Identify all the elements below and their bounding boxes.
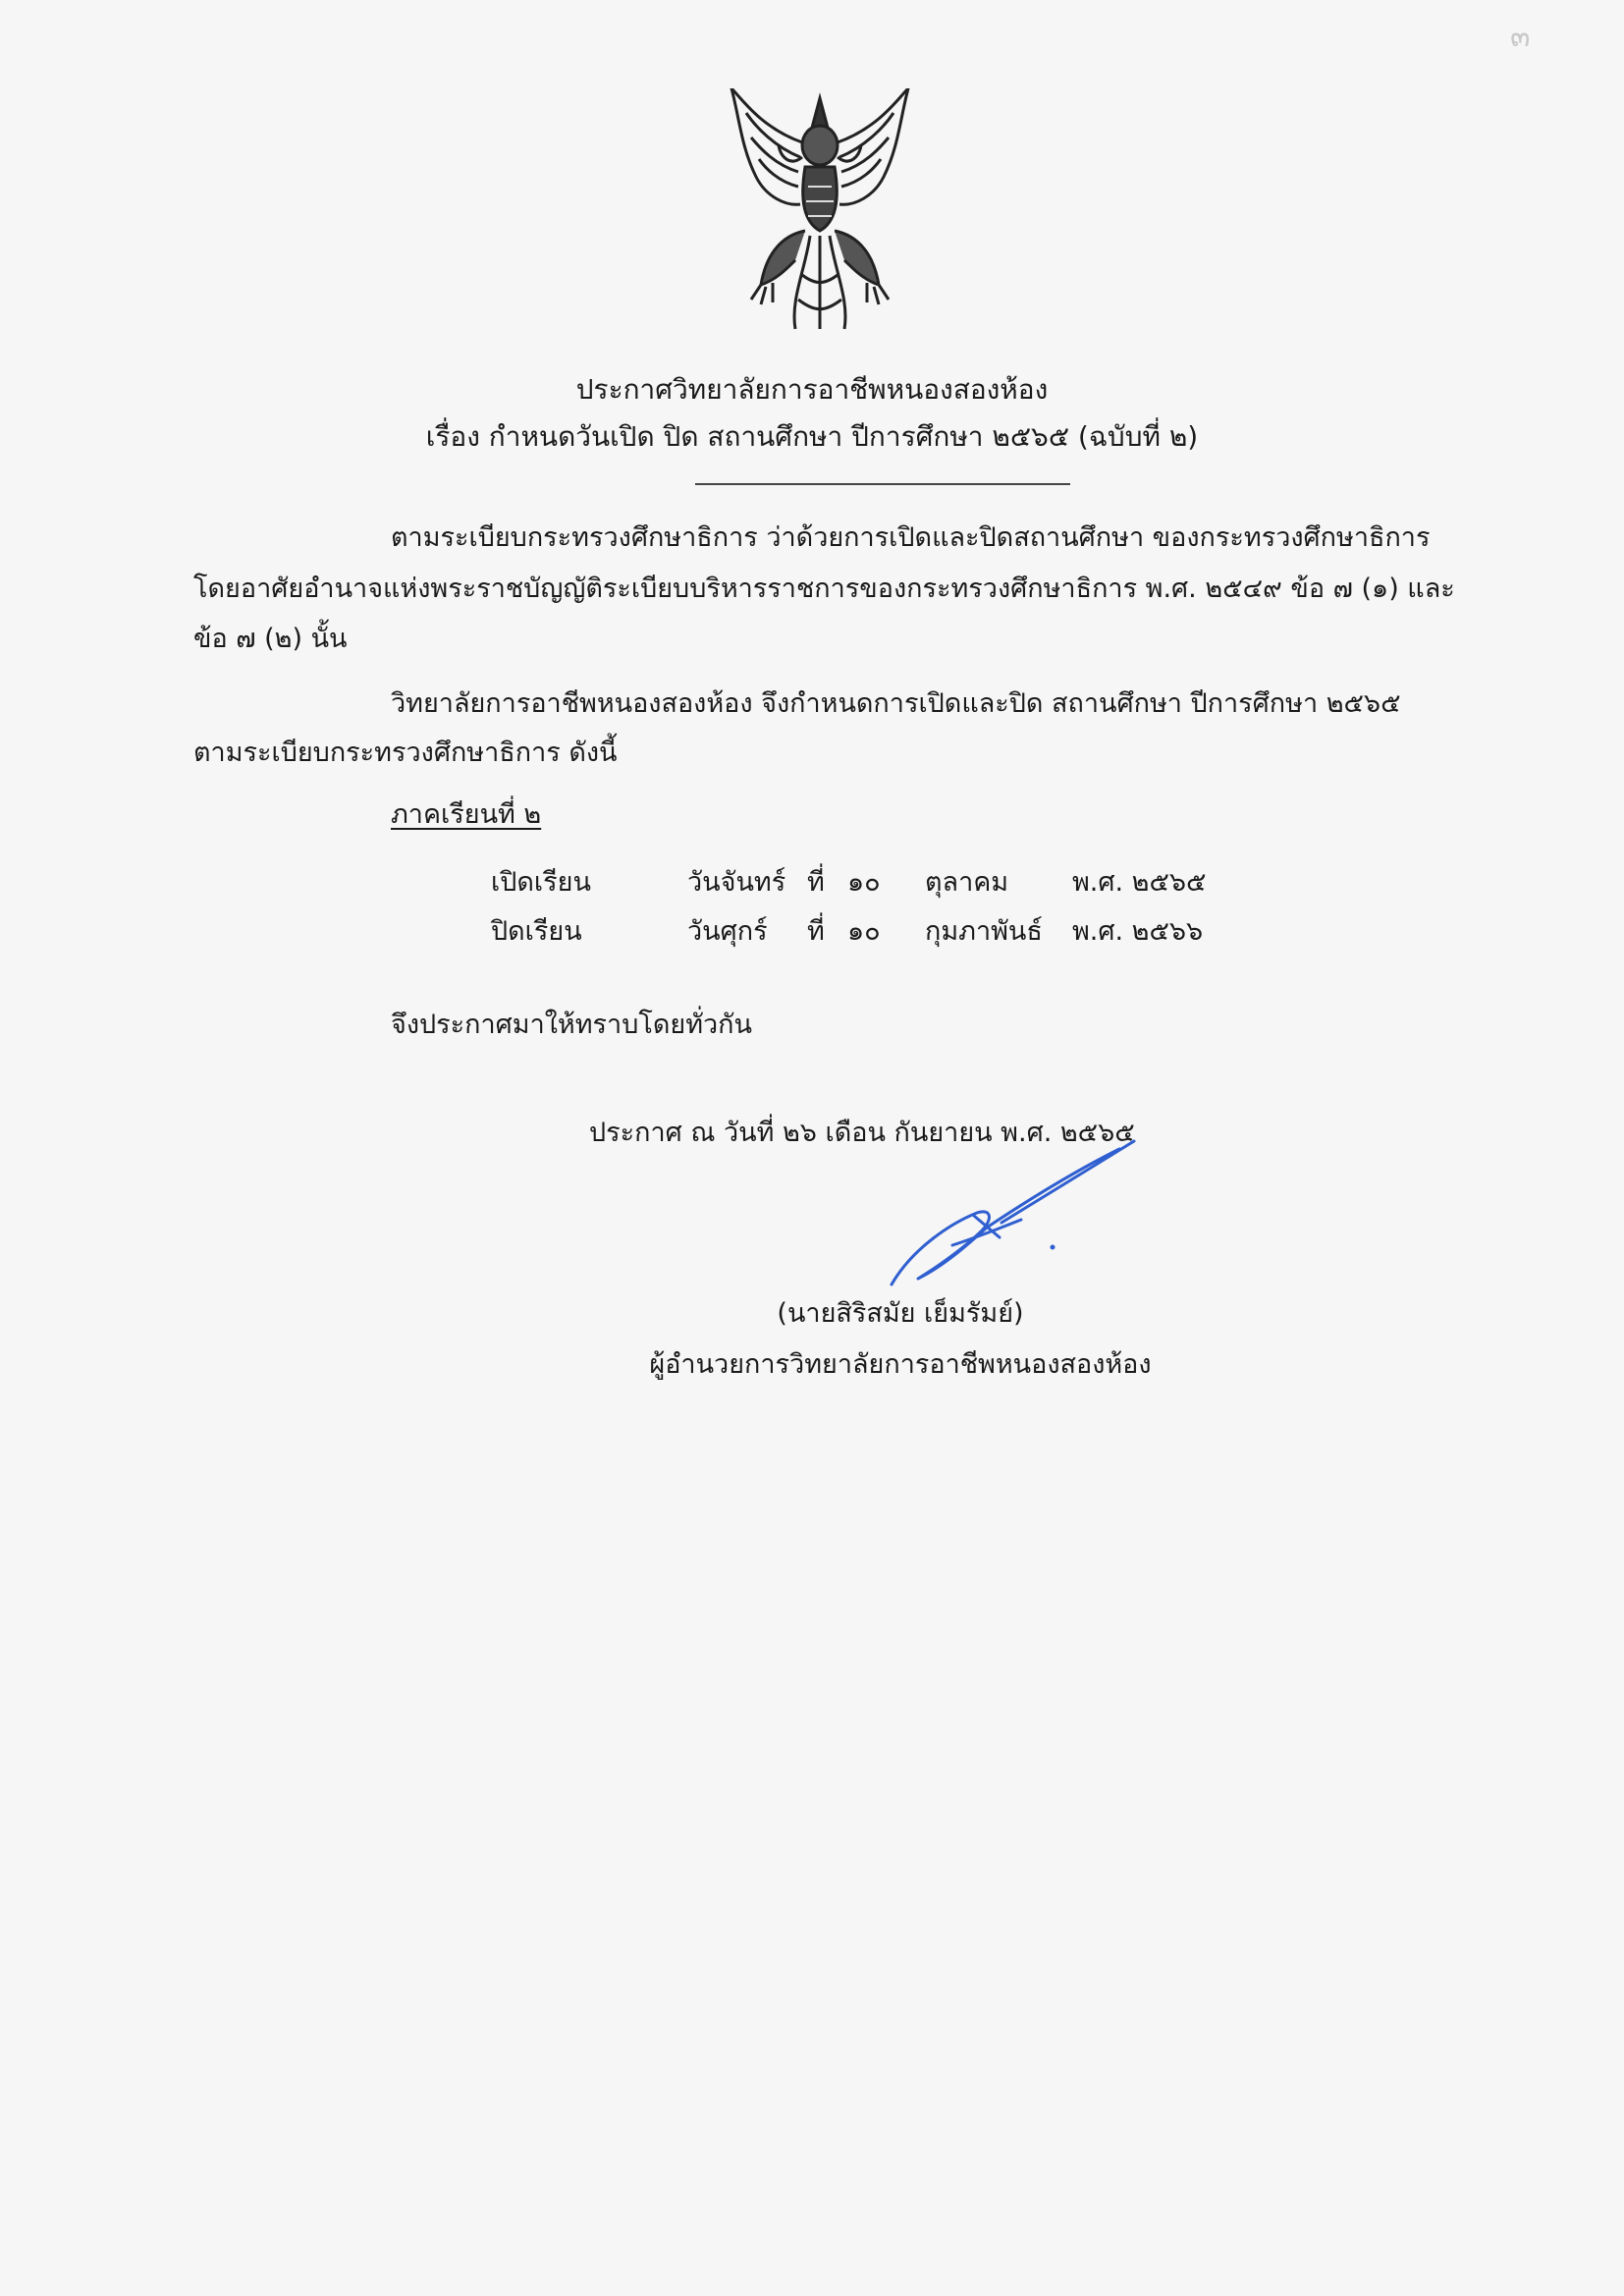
schedule-day: วันจันทร์ xyxy=(687,867,786,898)
announcement-title: ประกาศวิทยาลัยการอาชีพหนองสองห้อง xyxy=(575,373,1049,406)
announcement-subject: เรื่อง กำหนดวันเปิด ปิด สถานศึกษา ปีการศึกษา ๒๕๖๕ (ฉบับที่ ๒) xyxy=(425,420,1199,453)
schedule-label: เปิดเรียน xyxy=(491,867,591,898)
schedule-thi: ที่ xyxy=(807,916,825,947)
garuda-emblem-icon xyxy=(722,88,918,334)
schedule-year: พ.ศ. ๒๕๖๕ xyxy=(1072,867,1207,898)
signer-position: ผู้อำนวยการวิทยาลัยการอาชีพหนองสองห้อง xyxy=(649,1349,1152,1380)
schedule-day: วันศุกร์ xyxy=(687,916,768,947)
schedule-year: พ.ศ. ๒๕๖๖ xyxy=(1072,916,1204,947)
paragraph-1-line-3: ข้อ ๗ (๒) นั้น xyxy=(193,624,348,654)
title-divider xyxy=(695,483,1070,485)
closing-statement: จึงประกาศมาให้ทราบโดยทั่วกัน xyxy=(391,1010,752,1040)
schedule-date: ๑๐ xyxy=(847,867,881,898)
paragraph-1-line-2: โดยอาศัยอำนาจแห่งพระราชบัญญัติระเบียบบริหารราชการของกระทรวงศึกษาธิการ พ.ศ. ๒๕๔๙ ข้อ ๗ (๑) และ xyxy=(193,574,1455,604)
signature-icon xyxy=(884,1129,1139,1296)
signer-name: (นายสิริสมัย เย็มรัมย์) xyxy=(777,1298,1024,1329)
term-heading: ภาคเรียนที่ ๒ xyxy=(391,799,542,830)
paragraph-2-line-2: ตามระเบียบกระทรวงศึกษาธิการ ดังนี้ xyxy=(193,738,618,768)
issue-date: ประกาศ ณ วันที่ ๒๖ เดือน กันยายน พ.ศ. ๒๕๖๕ xyxy=(589,1118,1135,1148)
paragraph-2-line-1: วิทยาลัยการอาชีพหนองสองห้อง จึงกำหนดการเปิดและปิด สถานศึกษา ปีการศึกษา ๒๕๖๕ xyxy=(391,688,1401,719)
schedule-thi: ที่ xyxy=(807,867,825,898)
schedule-date: ๑๐ xyxy=(847,916,881,947)
schedule-month: ตุลาคม xyxy=(925,867,1009,898)
schedule-label: ปิดเรียน xyxy=(491,916,582,947)
page-number-mark: ๓ xyxy=(1510,20,1531,54)
paragraph-1-line-1: ตามระเบียบกระทรวงศึกษาธิการ ว่าด้วยการเปิดและปิดสถานศึกษา ของกระทรวงศึกษาธิการ xyxy=(391,522,1431,553)
schedule-month: กุมภาพันธ์ xyxy=(925,916,1043,947)
